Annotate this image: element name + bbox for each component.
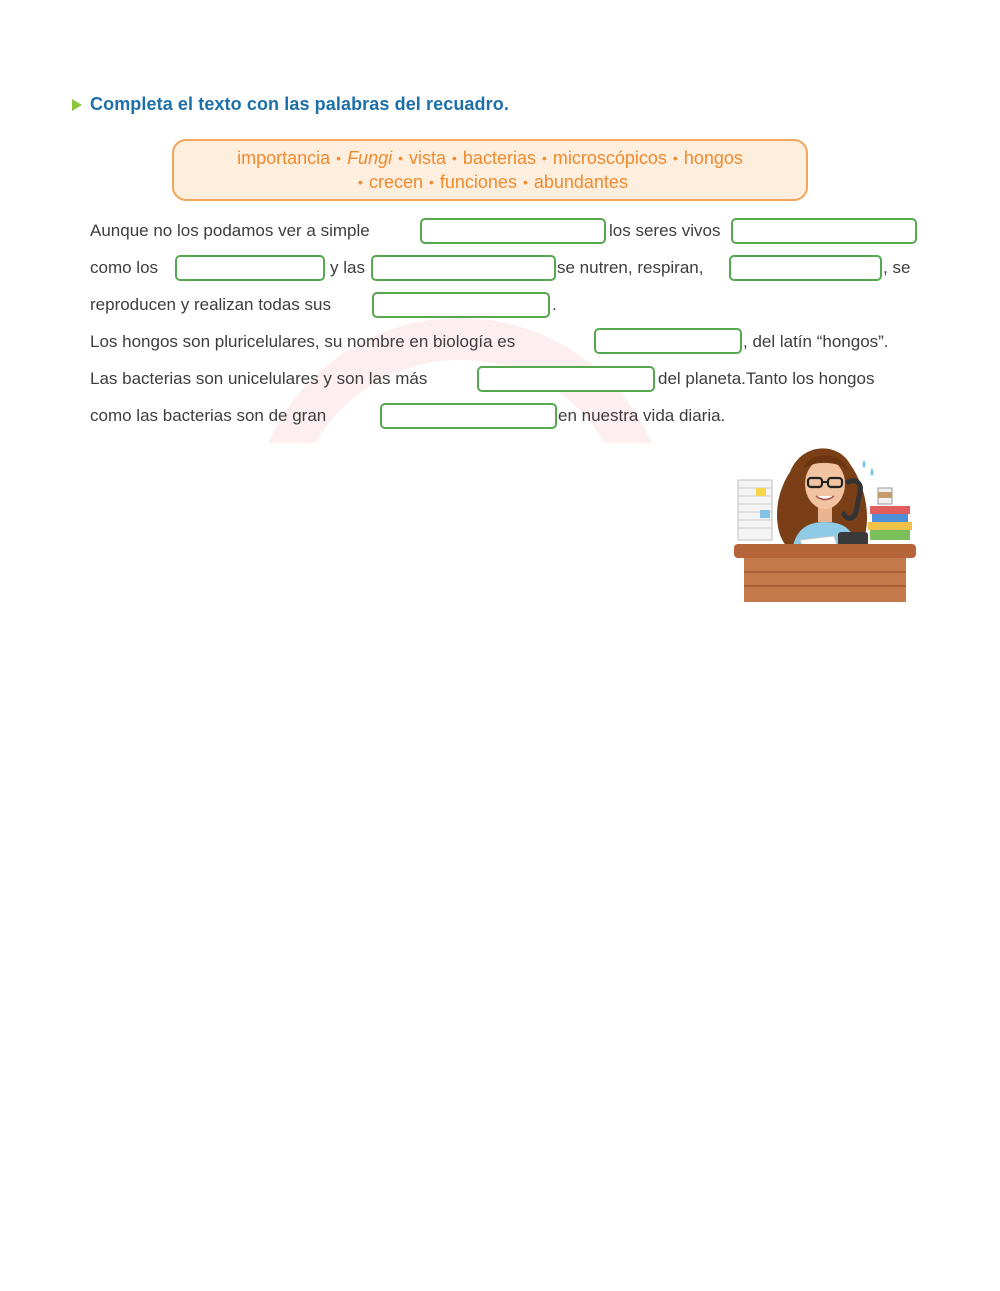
separator: • bbox=[336, 150, 342, 166]
instruction bbox=[72, 94, 509, 115]
separator: • bbox=[541, 150, 547, 166]
text-segment: Las bacterias son unicelulares y son las más bbox=[90, 369, 428, 388]
text-segment: , del latín “hongos”. bbox=[743, 332, 889, 351]
word-bank-row-1 bbox=[237, 146, 743, 170]
text-segment: reproducen y realizan todas sus bbox=[90, 295, 331, 314]
word: importancia bbox=[237, 148, 331, 168]
text-segment: se nutren, respiran, bbox=[557, 258, 704, 277]
paper-stack-icon bbox=[738, 480, 772, 540]
instruction-text: Completa el texto con las palabras del recuadro. bbox=[90, 94, 509, 114]
word: crecen bbox=[368, 172, 423, 192]
blank-input-2[interactable] bbox=[731, 218, 917, 244]
blank-input-5[interactable] bbox=[729, 255, 882, 281]
text-segment: del planeta.Tanto los hongos bbox=[658, 369, 875, 388]
word: vista bbox=[409, 148, 447, 168]
text-segment: , se bbox=[883, 258, 911, 277]
blank-input-9[interactable] bbox=[380, 403, 557, 429]
teacher-at-desk-illustration bbox=[730, 432, 920, 607]
word: bacterias bbox=[462, 148, 536, 168]
blank-input-4[interactable] bbox=[371, 255, 556, 281]
separator: • bbox=[452, 150, 457, 166]
text-segment: los seres vivos bbox=[609, 221, 721, 240]
separator: • bbox=[358, 174, 363, 190]
blank-input-6[interactable] bbox=[372, 292, 550, 318]
word: abundantes bbox=[533, 172, 628, 192]
blank-input-7[interactable] bbox=[594, 328, 742, 354]
separator: • bbox=[428, 174, 434, 190]
blank-input-3[interactable] bbox=[175, 255, 325, 281]
word: Fungi bbox=[347, 148, 393, 168]
word-bank bbox=[172, 139, 808, 201]
separator: • bbox=[672, 150, 678, 166]
blank-input-8[interactable] bbox=[477, 366, 655, 392]
text-segment: en nuestra vida diaria. bbox=[558, 406, 726, 425]
word: hongos bbox=[683, 148, 743, 168]
text-segment: Aunque no los podamos ver a simple bbox=[90, 221, 370, 240]
separator: • bbox=[398, 150, 403, 166]
text-segment: . bbox=[552, 295, 557, 314]
word: funciones bbox=[439, 172, 517, 192]
text-segment: y las bbox=[330, 258, 365, 277]
play-arrow-icon bbox=[72, 99, 82, 111]
text-segment: como las bacterias son de gran bbox=[90, 406, 327, 425]
text-segment: Los hongos son pluricelulares, su nombre en biología es bbox=[90, 332, 516, 351]
word-bank-row-2 bbox=[352, 170, 628, 194]
blank-input-1[interactable] bbox=[420, 218, 606, 244]
separator: • bbox=[522, 174, 528, 190]
word: microscópicos bbox=[552, 148, 667, 168]
text-segment: como los bbox=[90, 258, 159, 277]
